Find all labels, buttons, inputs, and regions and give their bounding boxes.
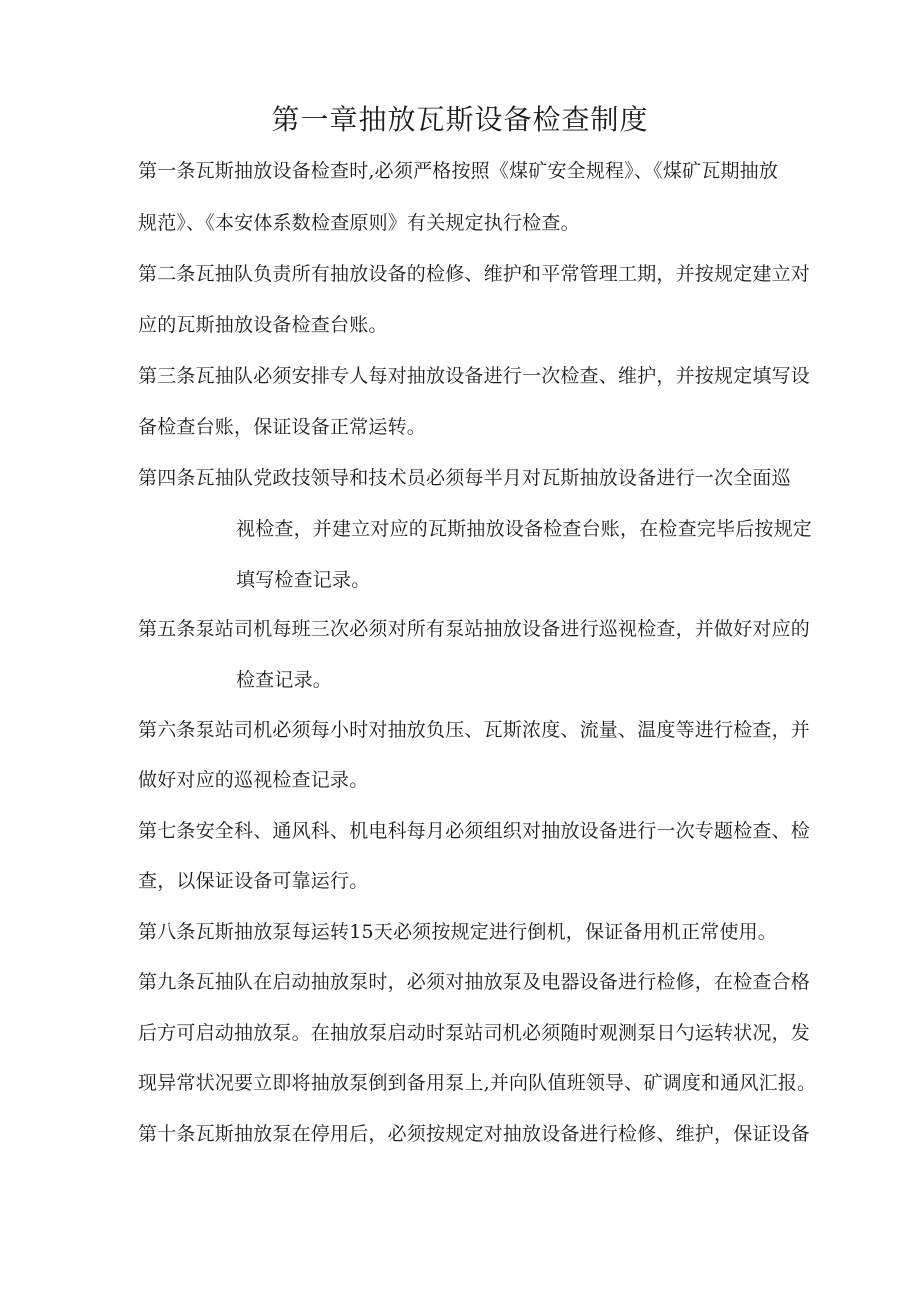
text-line: 应的瓦斯抽放设备检查台账。 xyxy=(138,314,388,336)
text-line: 查，以保证设备可靠运行。 xyxy=(138,870,369,892)
text-line: 视检查，并建立对应的瓦斯抽放设备检查台账，在检查完毕后按规定 xyxy=(236,518,813,540)
text-line: 填写检查记录。 xyxy=(236,569,371,591)
document-title: 第一章抽放瓦斯设备检查制度 xyxy=(271,103,649,136)
text-line: 第四条瓦抽队党政技领导和技术员必须每半月对瓦斯抽放设备进行一次全面巡 xyxy=(138,467,791,489)
text-line: 现异常状况要立即将抽放泵倒到备用泵上,并向队值班领导、矿调度和通风汇报。 xyxy=(138,1072,817,1094)
text-line: 第五条泵站司机每班三次必须对所有泵站抽放设备进行巡视检查，并做好对应的 xyxy=(138,618,811,640)
text-line: 做好对应的巡视检查记录。 xyxy=(138,769,369,791)
text-line: 检查记录。 xyxy=(236,669,333,691)
text-line: 第八条瓦斯抽放泵每运转15天必须按规定进行倒机，保证备用机正常使用。 xyxy=(138,921,777,943)
text-line: 第一条瓦斯抽放设备检查时,必须严格按照《煤矿安全规程》、《煤矿瓦期抽放 xyxy=(138,160,779,182)
text-line: 备检查台账，保证设备正常运转。 xyxy=(138,416,427,438)
text-line: 第六条泵站司机必须每小时对抽放负压、瓦斯浓度、流量、温度等进行检查，并 xyxy=(138,719,811,741)
text-line: 第七条安全科、通风科、机电科每月必须组织对抽放设备进行一次专题检查、检 xyxy=(138,820,811,842)
text-line: 第九条瓦抽队在启动抽放泵时，必须对抽放泵及电器设备进行检修，在检查合格 xyxy=(138,971,811,993)
text-line: 第二条瓦抽队负责所有抽放设备的检修、维护和平常管理工期，并按规定建立对 xyxy=(138,263,811,285)
text-line: 第三条瓦抽队必须安排专人每对抽放设备进行一次检查、维护，并按规定填写设 xyxy=(138,365,811,387)
text-line: 规范》、《本安体系数检查原则》有关规定执行检查。 xyxy=(138,212,580,234)
text-line: 第十条瓦斯抽放泵在停用后，必须按规定对抽放设备进行检修、维护，保证设备 xyxy=(138,1123,811,1145)
text-line: 后方可启动抽放泵。在抽放泵启动时泵站司机必须随时观测泵日勺运转状况，发 xyxy=(138,1022,811,1044)
